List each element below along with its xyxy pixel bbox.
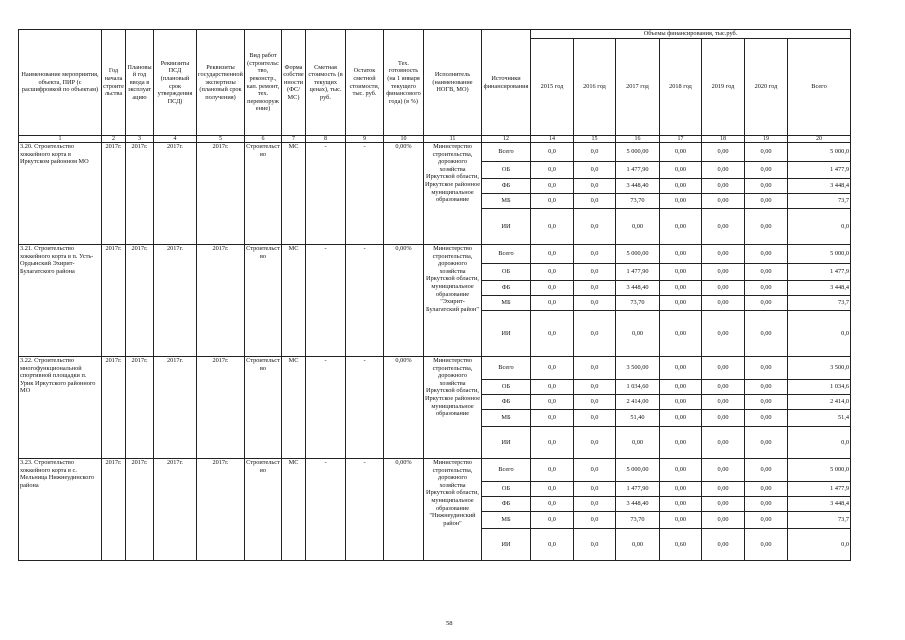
funding-value: 2 414,00 [616,395,660,410]
column-number-row [19,136,851,143]
funding-value: 0,0 [574,497,616,512]
funding-value: 73,7 [788,194,851,209]
start-year: 2017г. [102,143,126,245]
funding-value: 0,0 [574,459,616,482]
header-year-2019: 2019 год [702,39,745,136]
funding-value: 0,0 [531,482,574,497]
table-row [19,245,851,264]
planned-year: 2017г. [126,245,154,357]
header-year-2017: 2017 год [616,39,660,136]
start-year: 2017г. [102,245,126,357]
funding-source: ИИ [482,529,531,561]
remaining-cost: - [346,143,384,245]
funding-source: ФБ [482,281,531,296]
funding-value: 0,00 [702,459,745,482]
funding-value: 0,0 [574,482,616,497]
funding-value: 0,0 [574,194,616,209]
funding-value: 0,00 [702,264,745,281]
funding-value: 0,00 [702,245,745,264]
estimated-cost: - [306,357,346,459]
funding-value: 0,00 [745,245,788,264]
column-number: 3 [126,136,154,143]
funding-value: 51,4 [788,410,851,427]
funding-value: 0,0 [531,143,574,162]
funding-source: ФБ [482,179,531,194]
start-year: 2017г. [102,357,126,459]
funding-value: 0,0 [574,529,616,561]
executor: Министерство строительства, дорожного хозяйства Иркутской области, Иркутское районное муниципальное образование [424,357,482,459]
header-year-2018: 2018 год [660,39,702,136]
executor: Министерство строительства, дорожного хозяйства Иркутской области, муниципальное образование "Эхирит-Булагатский район" [424,245,482,357]
funding-value: 0,0 [574,264,616,281]
funding-source: МБ [482,296,531,311]
funding-value: 1 477,90 [616,482,660,497]
funding-value: 51,40 [616,410,660,427]
funding-value: 0,00 [702,357,745,380]
funding-value: 0,0 [531,281,574,296]
funding-value: 0,0 [574,281,616,296]
funding-value: 3 448,4 [788,281,851,296]
funding-value: 0,0 [788,311,851,357]
object-name: 3.22. Строительство многофункциональной спортивной площадки п. Урик Иркутского районного МО [19,357,102,459]
header-psd-details: Реквизиты ПСД (плановый срок утверждения ПСД) [154,30,197,136]
funding-value: 0,00 [745,482,788,497]
funding-value: 73,7 [788,296,851,311]
funding-source: МБ [482,512,531,529]
funding-value: 73,70 [616,296,660,311]
funding-value: 0,00 [660,209,702,245]
column-number: 19 [745,136,788,143]
funding-value: 1 477,90 [616,264,660,281]
column-number: 12 [482,136,531,143]
header-name: Наименование мероприятия, объекта, ПИР (с расшифровкой по объектам) [19,30,102,136]
funding-value: 0,00 [745,427,788,459]
object-name: 3.23. Строительство хоккейного корта в с. Мельница Нижнеудинского района [19,459,102,561]
funding-value: 1 477,9 [788,482,851,497]
funding-value: 0,00 [745,529,788,561]
psd-details: 2017г. [154,143,197,245]
funding-value: 0,0 [574,512,616,529]
funding-value: 0,00 [660,482,702,497]
funding-source: ФБ [482,497,531,512]
funding-value: 0,00 [660,395,702,410]
funding-value: 0,0 [574,395,616,410]
column-number: 10 [384,136,424,143]
funding-value: 0,00 [745,459,788,482]
funding-value: 0,0 [574,143,616,162]
funding-value: 0,00 [616,209,660,245]
funding-value: 0,0 [574,179,616,194]
funding-value: 0,0 [531,179,574,194]
funding-value: 0,0 [531,194,574,209]
funding-value: 0,0 [531,296,574,311]
work-type: Строительство [245,143,282,245]
funding-value: 73,70 [616,194,660,209]
financing-table [18,29,851,561]
work-type: Строительство [245,357,282,459]
ownership: МС [282,143,306,245]
funding-value: 0,00 [660,143,702,162]
financing-table-sheet [18,29,850,561]
funding-value: 0,00 [702,512,745,529]
funding-value: 0,00 [660,162,702,179]
funding-source: Всего [482,357,531,380]
funding-value: 0,00 [745,410,788,427]
funding-value: 0,0 [574,410,616,427]
funding-value: 0,0 [531,245,574,264]
funding-source: Всего [482,245,531,264]
funding-source: МБ [482,410,531,427]
funding-value: 3 500,00 [616,357,660,380]
funding-value: 0,00 [702,395,745,410]
funding-value: 0,00 [745,512,788,529]
funding-value: 5 000,0 [788,143,851,162]
funding-value: 0,60 [660,529,702,561]
column-number: 2 [102,136,126,143]
funding-value: 0,0 [788,209,851,245]
column-number: 7 [282,136,306,143]
table-header [19,30,851,136]
table-row [19,357,851,380]
estimated-cost: - [306,245,346,357]
funding-value: 3 448,40 [616,281,660,296]
planned-year: 2017г. [126,459,154,561]
funding-value: 5 000,00 [616,459,660,482]
funding-source: ОБ [482,380,531,395]
expertise-details: 2017г. [197,245,245,357]
readiness: 0,00% [384,459,424,561]
funding-value: 0,00 [660,179,702,194]
readiness: 0,00% [384,357,424,459]
funding-value: 1 034,60 [616,380,660,395]
funding-value: 0,0 [788,529,851,561]
header-sources: Источники финансирования [482,30,531,136]
object-name: 3.21. Строительство хоккейного корта в п. Усть-Ордынский Эхирит-Булагатского района [19,245,102,357]
funding-value: 0,00 [745,209,788,245]
table-row [19,143,851,162]
funding-value: 0,00 [616,529,660,561]
funding-value: 5 000,0 [788,459,851,482]
funding-value: 1 034,6 [788,380,851,395]
psd-details: 2017г. [154,245,197,357]
funding-value: 0,00 [702,281,745,296]
funding-value: 0,0 [574,209,616,245]
funding-value: 1 477,90 [616,162,660,179]
table-body [19,136,851,561]
work-type: Строительство [245,459,282,561]
funding-value: 0,00 [660,459,702,482]
header-estimated-cost: Сметная стоимость (в текущих ценах), тыс. руб. [306,30,346,136]
funding-value: 73,7 [788,512,851,529]
funding-source: ОБ [482,264,531,281]
funding-value: 0,00 [745,497,788,512]
readiness: 0,00% [384,143,424,245]
funding-value: 0,00 [660,245,702,264]
funding-source: ИИ [482,311,531,357]
funding-value: 3 448,4 [788,497,851,512]
remaining-cost: - [346,245,384,357]
expertise-details: 2017г. [197,143,245,245]
funding-value: 0,00 [616,311,660,357]
funding-value: 0,00 [660,311,702,357]
funding-value: 3 448,40 [616,179,660,194]
funding-value: 1 477,9 [788,264,851,281]
header-remaining-cost: Остаток сметной стоимости, тыс. руб. [346,30,384,136]
funding-source: ОБ [482,162,531,179]
funding-source: ИИ [482,209,531,245]
header-year-2015: 2015 год [531,39,574,136]
funding-value: 0,00 [702,529,745,561]
header-total: Всего [788,39,851,136]
funding-source: ИИ [482,427,531,459]
column-number: 20 [788,136,851,143]
funding-value: 0,0 [531,311,574,357]
readiness: 0,00% [384,245,424,357]
object-name: 3.20. Строительство хоккейного корта в Иркутском районном МО [19,143,102,245]
funding-value: 0,00 [745,311,788,357]
funding-value: 0,0 [531,529,574,561]
funding-value: 0,00 [745,281,788,296]
funding-source: ФБ [482,395,531,410]
psd-details: 2017г. [154,459,197,561]
funding-value: 0,00 [660,497,702,512]
column-number: 17 [660,136,702,143]
remaining-cost: - [346,357,384,459]
funding-value: 1 477,9 [788,162,851,179]
funding-value: 0,00 [702,143,745,162]
funding-value: 0,0 [531,512,574,529]
funding-value: 73,70 [616,512,660,529]
remaining-cost: - [346,459,384,561]
funding-source: ОБ [482,482,531,497]
funding-value: 0,00 [660,512,702,529]
column-number: 9 [346,136,384,143]
expertise-details: 2017г. [197,459,245,561]
funding-value: 0,00 [660,296,702,311]
funding-value: 0,0 [574,162,616,179]
funding-value: 0,00 [660,410,702,427]
funding-value: 0,00 [745,380,788,395]
planned-year: 2017г. [126,357,154,459]
column-number: 5 [197,136,245,143]
funding-value: 0,00 [702,209,745,245]
funding-value: 0,00 [702,194,745,209]
column-number: 16 [616,136,660,143]
funding-value: 0,00 [702,179,745,194]
funding-value: 3 448,4 [788,179,851,194]
funding-value: 0,00 [745,264,788,281]
funding-value: 0,0 [531,162,574,179]
funding-value: 0,00 [616,427,660,459]
funding-value: 5 000,00 [616,143,660,162]
column-number: 4 [154,136,197,143]
funding-value: 0,0 [531,357,574,380]
header-funding-group: Объемы финансирования, тыс.руб. [531,30,851,39]
header-work-type: Вид работ (строительство, реконстр., кап. ремонт, тех. перевооружение) [245,30,282,136]
funding-value: 0,0 [574,357,616,380]
funding-value: 0,00 [745,357,788,380]
estimated-cost: - [306,459,346,561]
funding-value: 0,00 [745,194,788,209]
funding-value: 0,0 [531,395,574,410]
ownership: МС [282,459,306,561]
header-start-year: Год начала строительства [102,30,126,136]
page-number: 58 [446,620,453,627]
header-expertise-details: Реквизиты государственной экспертизы (плановый срок получения) [197,30,245,136]
executor: Министерство строительства, дорожного хозяйства Иркутской области, Иркутское районное муниципальное образование [424,143,482,245]
funding-value: 0,00 [745,162,788,179]
table-row [19,459,851,482]
column-number: 15 [574,136,616,143]
column-number: 14 [531,136,574,143]
psd-details: 2017г. [154,357,197,459]
column-number: 11 [424,136,482,143]
funding-value: 0,00 [660,281,702,296]
funding-value: 0,0 [574,296,616,311]
funding-value: 0,0 [531,410,574,427]
expertise-details: 2017г. [197,357,245,459]
funding-value: 0,0 [574,245,616,264]
funding-value: 0,00 [702,296,745,311]
funding-value: 3 500,0 [788,357,851,380]
funding-value: 0,00 [702,410,745,427]
funding-value: 0,00 [702,311,745,357]
header-planned-year: Плановый год ввода в эксплуатацию [126,30,154,136]
header-year-2016: 2016 год [574,39,616,136]
funding-source: Всего [482,143,531,162]
funding-value: 2 414,0 [788,395,851,410]
funding-value: 0,00 [745,395,788,410]
funding-value: 0,0 [574,311,616,357]
funding-value: 0,00 [660,264,702,281]
funding-value: 0,00 [660,194,702,209]
work-type: Строительство [245,245,282,357]
estimated-cost: - [306,143,346,245]
funding-value: 0,00 [745,296,788,311]
funding-value: 0,0 [788,427,851,459]
funding-value: 0,00 [660,427,702,459]
funding-value: 0,00 [660,380,702,395]
header-ownership: Форма собственности (ФС/МС) [282,30,306,136]
planned-year: 2017г. [126,143,154,245]
header-readiness: Тех. готовность (на 1 января текущего финансового года) (в %) [384,30,424,136]
funding-value: 0,0 [531,427,574,459]
funding-value: 5 000,0 [788,245,851,264]
funding-value: 0,0 [531,264,574,281]
funding-value: 0,00 [745,143,788,162]
column-number: 18 [702,136,745,143]
funding-source: МБ [482,194,531,209]
funding-value: 0,0 [531,459,574,482]
start-year: 2017г. [102,459,126,561]
column-number: 1 [19,136,102,143]
funding-value: 0,00 [660,357,702,380]
funding-value: 0,00 [702,427,745,459]
funding-value: 0,0 [531,380,574,395]
funding-value: 0,0 [574,380,616,395]
funding-value: 0,0 [531,209,574,245]
funding-value: 0,00 [702,162,745,179]
funding-value: 0,00 [745,179,788,194]
funding-value: 0,0 [574,427,616,459]
funding-value: 0,00 [702,380,745,395]
funding-value: 0,0 [531,497,574,512]
funding-value: 3 448,40 [616,497,660,512]
header-year-2020: 2020 год [745,39,788,136]
ownership: МС [282,357,306,459]
column-number: 8 [306,136,346,143]
header-executor: Исполнитель (наименование НОГВ, МО) [424,30,482,136]
ownership: МС [282,245,306,357]
column-number: 6 [245,136,282,143]
funding-source: Всего [482,459,531,482]
funding-value: 0,00 [702,497,745,512]
funding-value: 0,00 [702,482,745,497]
funding-value: 5 000,00 [616,245,660,264]
executor: Министерство строительства, дорожного хозяйства Иркутской области, муниципальное образование "Нижнеудинский район" [424,459,482,561]
